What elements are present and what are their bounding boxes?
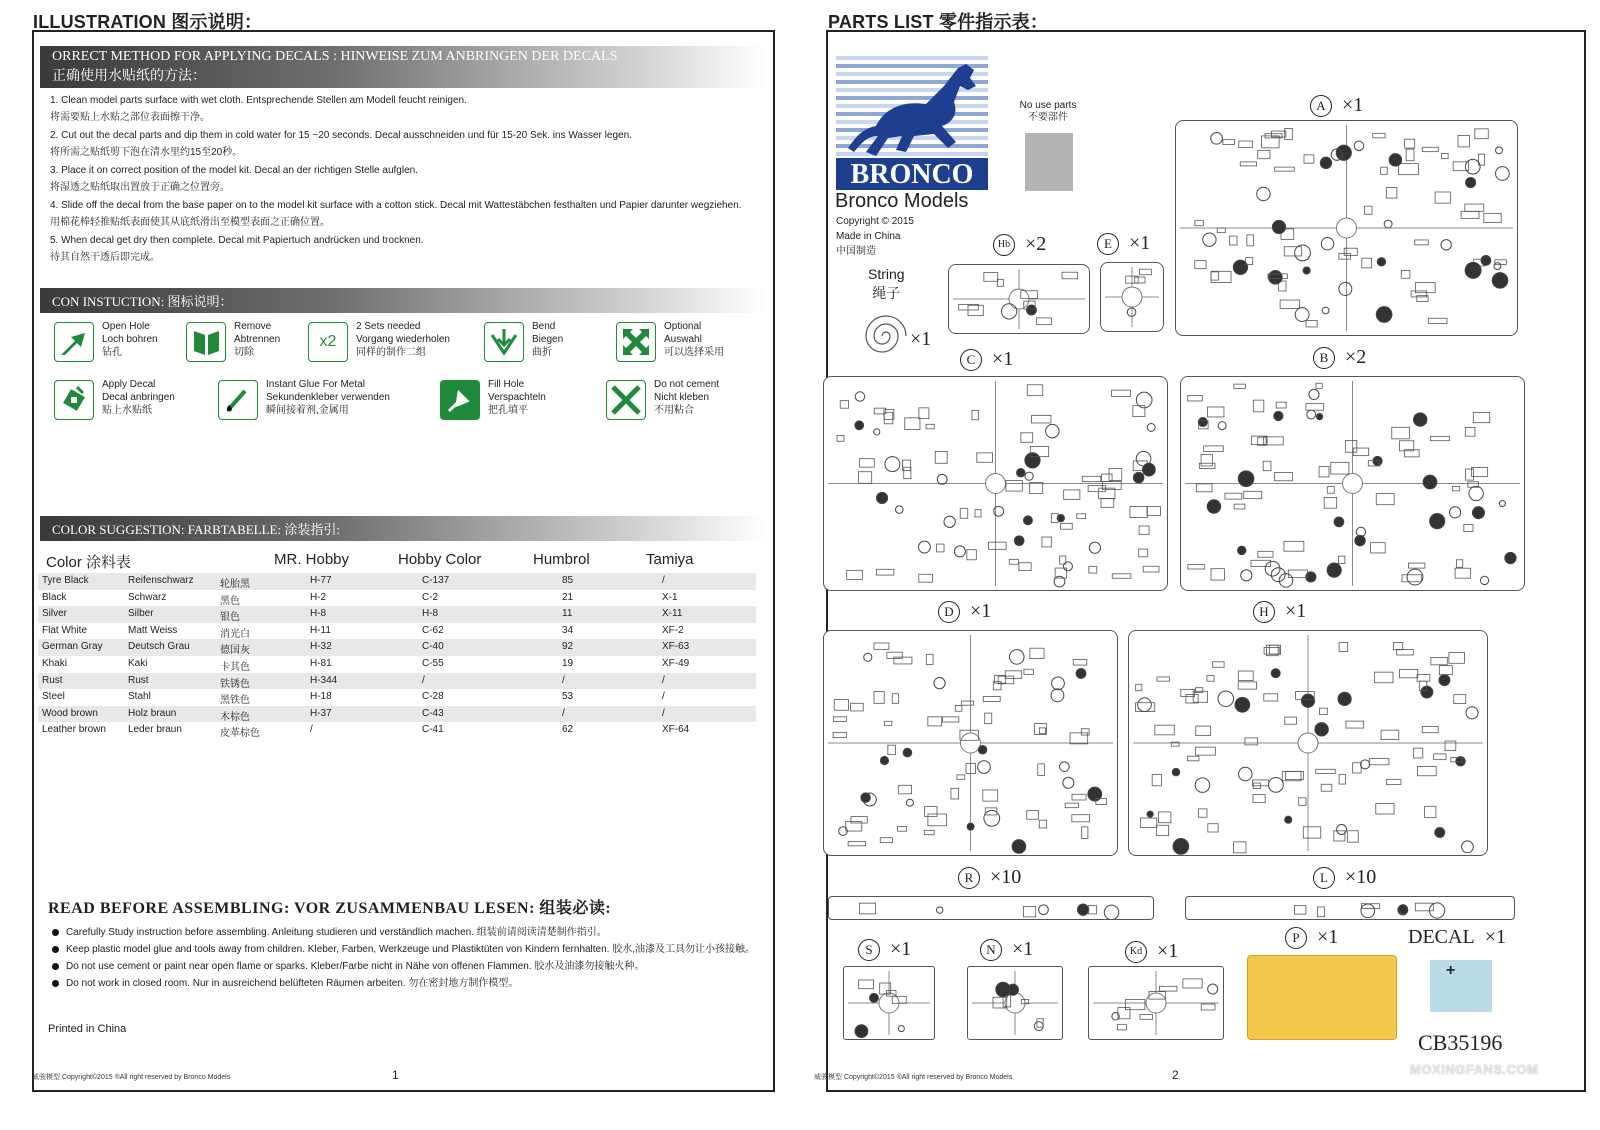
sprue-d (823, 630, 1118, 856)
no-use-parts-label: No use parts 不要部件 (1019, 100, 1077, 123)
color-table-cell: Deutsch Grau (128, 641, 190, 653)
icon-section-title: CON INSTUCTION: 图标说明： (52, 294, 233, 309)
color-table-cell: C-2 (422, 591, 439, 603)
color-table-cell: Silber (128, 608, 154, 620)
color-table-cell: Silver (42, 608, 68, 620)
sprue-a (1175, 120, 1518, 336)
color-table-cell: XF-63 (662, 641, 690, 653)
color-table-cell: / (662, 575, 665, 586)
color-table-cell: Black (42, 591, 67, 603)
sprue-n (967, 966, 1063, 1040)
color-table-row (38, 706, 756, 723)
color-table-cell: / (422, 674, 425, 686)
sprue-label-hb: Hb ×2 (993, 233, 1046, 256)
color-table-cell: Flat White (42, 624, 88, 636)
color-table-cell: H-18 (310, 691, 332, 703)
decal-step: 5. When decal get dry then complete. Decal mit Papiertuch andrücken und trocknen. 待其自然干透后即完成。 (50, 235, 424, 263)
sprue-h (1128, 630, 1488, 856)
color-table-header (38, 547, 756, 573)
color-table-cell: H-77 (310, 575, 332, 586)
bronco-logo (836, 56, 988, 190)
color-table-cell: 皮革棕色 (220, 728, 260, 740)
sprue-hb (948, 264, 1090, 334)
remove-icon (186, 322, 226, 362)
sprue-parts-drawing (1186, 897, 1514, 919)
color-table-cell: XF-2 (662, 624, 684, 636)
sprue-parts-drawing (1089, 967, 1223, 1039)
instruction-page-left (0, 0, 790, 1130)
color-table-cell: Steel (42, 691, 65, 703)
fill-hole-icon (440, 380, 480, 420)
color-table-row (38, 573, 756, 590)
color-table-cell: H-8 (422, 608, 439, 620)
color-table-row (38, 722, 756, 739)
page-heading: ILLUSTRATION 图示说明： (33, 12, 263, 32)
page-number: 1 (392, 1068, 399, 1082)
color-table-cell: Reifenschwarz (128, 575, 194, 586)
color-table-cell: H-37 (310, 707, 332, 719)
color-table-cell: 19 (562, 657, 574, 669)
color-table-cell: X-1 (662, 591, 678, 603)
color-table-cell: Rust (42, 674, 63, 686)
made-in-cn: 中国制造 (836, 246, 876, 257)
page-footer: 威骏模型 Copyright©2015 ®All right reserved by Bronco Models (814, 1074, 1013, 1081)
color-table-row (38, 689, 756, 706)
col-header-color: Color 涂料表 (46, 554, 132, 571)
color-table-cell: H-81 (310, 657, 332, 669)
icon-legend: Open Hole Loch bohren 钻孔 Remove Abtrennen 切除 x2 2 Sets needed Vorgang wiederholen 同样的制作二组 Bend Biegen 曲折 Optional Auswahl 可以选择采用 Apply Decal Decal anbringen 贴上水贴纸 Instant Glue For Metal Sekundenkleber verwenden 瞬间接着剂,金属用 Fill Hole Verspachteln 把孔填平 Do not cement Nicht kleben 不用粘合 (48, 322, 768, 432)
sprue-kd (1088, 966, 1224, 1040)
sprue-parts-drawing (1181, 377, 1524, 590)
color-table-cell: 11 (562, 608, 573, 620)
sprue-label-kd: Kd ×1 (1125, 940, 1178, 963)
sprue-parts-drawing (829, 897, 1153, 919)
page-number: 2 (1172, 1068, 1179, 1082)
page-frame (32, 30, 775, 1092)
sprue-label-e: E ×1 (1097, 232, 1150, 255)
color-table-cell: 62 (562, 724, 574, 736)
color-table-cell: H-11 (310, 624, 331, 636)
color-table-cell: Wood brown (42, 707, 98, 719)
color-table-cell: XF-49 (662, 657, 690, 669)
decal-sheet-label: DECAL ×1 (1408, 926, 1506, 948)
color-table-cell: Leather brown (42, 724, 106, 736)
color-table-row (38, 673, 756, 690)
color-table-row (38, 590, 756, 607)
x2-icon: x2 (308, 322, 348, 362)
color-table-cell: C-62 (422, 624, 444, 636)
read-before-list (50, 924, 755, 992)
sprue-label-r: R ×10 (958, 866, 1021, 889)
color-table-cell: Tyre Black (42, 575, 89, 586)
sprue-parts-drawing (1129, 631, 1487, 855)
color-table-cell: H-2 (310, 591, 327, 603)
horse-logo-icon (836, 56, 988, 190)
sprue-b (1180, 376, 1525, 591)
color-table-cell: / (562, 674, 565, 686)
color-table-cell: 银色 (220, 612, 240, 624)
color-table-cell: 85 (562, 575, 574, 586)
color-table-cell: C-41 (422, 724, 444, 736)
open-hole-icon (54, 322, 94, 362)
sprue-r (828, 896, 1154, 920)
color-table-cell: H-32 (310, 641, 332, 653)
sprue-c (823, 376, 1168, 591)
sprue-label-s: S ×1 (858, 938, 911, 961)
color-table-cell: Rust (128, 674, 149, 686)
photo-etch-fret (1247, 955, 1397, 1040)
col-header-tamiya: Tamiya (646, 551, 694, 568)
color-table-cell: 消光白 (220, 628, 250, 640)
sprue-label-l: L ×10 (1313, 866, 1376, 889)
sprue-parts-drawing (844, 967, 934, 1039)
color-table (38, 547, 756, 739)
string-qty: ×1 (910, 328, 932, 350)
sprue-label-c: C ×1 (960, 348, 1013, 371)
decal-sheet (1430, 960, 1492, 1012)
sprue-label-p: P ×1 (1285, 926, 1338, 949)
copyright: Copyright © 2015 (836, 216, 914, 227)
col-header-mr-hobby: MR. Hobby (274, 551, 350, 568)
decal-steps-list (50, 92, 770, 267)
apply-decal-icon (54, 380, 94, 420)
decal-section-title-cn: 正确使用水贴纸的方法： (52, 69, 206, 84)
color-table-cell: 卡其色 (220, 661, 250, 673)
watermark: MOXINGFANS.COM (1410, 1062, 1539, 1077)
color-table-body (38, 573, 756, 739)
color-table-cell: XF-64 (662, 724, 690, 736)
color-table-cell: 黑铁色 (220, 695, 250, 707)
no-use-swatch (1025, 133, 1073, 191)
icon-section-bar (40, 288, 767, 313)
decal-section-bar (40, 46, 767, 88)
color-table-cell: C-43 (422, 707, 444, 719)
color-table-cell: Leder braun (128, 724, 182, 736)
string-label: String 绳子 (868, 266, 905, 301)
color-table-cell: C-28 (422, 691, 444, 703)
decal-step: 4. Slide off the decal from the base paper on to the model kit surface with a cotton stick. Decal mit Wattestäbchen festhalten und Papier darunter wegziehen. 用棉花棒轻推贴纸表面使其从底纸滑出至模型表面之正确位置。 (50, 200, 742, 228)
balkenkreuz-icon: + (1446, 962, 1456, 979)
color-table-row (38, 639, 756, 656)
color-table-row (38, 656, 756, 673)
read-before-item: Keep plastic model glue and tools away from children. Kleber, Farben, Werkzeuge und Plastiktüten von Kindern fernhalten. 胶水,油漆及工具勿让小孩接触。 (50, 941, 755, 958)
color-table-cell: Holz braun (128, 707, 177, 719)
color-table-cell: Schwarz (128, 591, 167, 603)
optional-icon (616, 322, 656, 362)
decal-step: 1. Clean model parts surface with wet cloth. Entsprechende Stellen am Modell feucht reinigen. 将需要贴上水贴之部位表面擦干净。 (50, 95, 467, 123)
color-table-cell: Stahl (128, 691, 151, 703)
sprue-parts-drawing (968, 967, 1062, 1039)
color-table-cell: Khaki (42, 657, 68, 669)
color-table-cell: 德国灰 (220, 645, 250, 657)
color-table-cell: 92 (562, 641, 574, 653)
page-footer: 威骏模型 Copyright©2015 ®All right reserved by Bronco Models (32, 1074, 231, 1081)
col-header-humbrol: Humbrol (533, 551, 590, 568)
sprue-parts-drawing (824, 631, 1117, 855)
color-table-cell: 木棕色 (220, 711, 250, 723)
color-table-row (38, 606, 756, 623)
sprue-label-b: B ×2 (1313, 346, 1366, 369)
no-cement-icon (606, 380, 646, 420)
read-before-item: Do not work in closed room. Nur in ausreichend belüfteten Räumen arbeiten. 勿在密封地方制作模型。 (50, 975, 755, 992)
color-table-cell: / (662, 674, 665, 686)
read-before-title: READ BEFORE ASSEMBLING: VOR ZUSAMMENBAU LESEN: 组装必读: (48, 900, 612, 917)
color-table-cell: C-137 (422, 575, 450, 586)
kit-code: CB35196 (1418, 1030, 1503, 1055)
bend-icon (484, 322, 524, 362)
brand-meta (836, 214, 914, 259)
color-table-cell: X-11 (662, 608, 683, 620)
sprue-parts-drawing (1176, 121, 1517, 335)
sprue-parts-drawing (949, 265, 1089, 333)
sprue-parts-drawing (824, 377, 1167, 590)
glue-bottle-icon (218, 380, 258, 420)
read-before-item: Carefully Study instruction before assembling. Anleitung studieren und verständlich machen. 组装前请阅读清楚制作指引。 (50, 924, 755, 941)
color-table-cell: C-40 (422, 641, 444, 653)
decal-step: 2. Cut out the decal parts and dip them in cold water for 15 ~20 seconds. Decal ausschneiden und für 15-20 Sek. ins Wasser legen. 将所需之贴纸剪下泡在清水里约15至20秒。 (50, 130, 632, 158)
sprue-parts-drawing (1101, 263, 1163, 331)
string-coil-icon (856, 310, 916, 362)
decal-step: 3. Place it on correct position of the model kit. Decal an der richtigen Stelle aufglen. 将湿透之贴纸取出置放于正确之位置旁。 (50, 165, 418, 193)
sprue-label-d: D ×1 (938, 600, 991, 623)
color-table-cell: / (310, 724, 313, 736)
brand-wordmark: BRONCO (850, 159, 974, 190)
sprue-s (843, 966, 935, 1040)
color-table-cell: German Gray (42, 641, 103, 653)
color-table-cell: 黑色 (220, 595, 240, 607)
sprue-label-n: N ×1 (980, 938, 1033, 961)
color-table-cell: Kaki (128, 657, 148, 669)
sprue-l (1185, 896, 1515, 920)
color-table-cell: C-55 (422, 657, 444, 669)
color-table-cell: 轮胎黑 (220, 579, 250, 590)
color-table-cell: 21 (562, 591, 574, 603)
brand-name: Bronco Models (835, 190, 969, 212)
color-table-cell: / (662, 691, 665, 703)
color-table-cell: Matt Weiss (128, 624, 178, 636)
sprue-label-h: H ×1 (1253, 600, 1306, 623)
color-table-cell: 34 (562, 624, 574, 636)
color-table-cell: H-8 (310, 608, 327, 620)
made-in: Made in China (836, 231, 901, 242)
color-table-cell: 53 (562, 691, 574, 703)
sprue-e (1100, 262, 1164, 332)
color-table-row (38, 623, 756, 640)
sprue-label-a: A ×1 (1310, 94, 1363, 117)
printed-in: Printed in China (48, 1023, 127, 1035)
color-section-bar (40, 516, 767, 541)
color-table-cell: 铁锈色 (220, 678, 250, 690)
color-table-cell: / (662, 707, 665, 719)
decal-section-title: ORRECT METHOD FOR APPLYING DECALS : HINWEISE ZUM ANBRINGEN DER DECALS (52, 49, 618, 64)
color-table-cell: H-344 (310, 674, 338, 686)
color-section-title: COLOR SUGGESTION: FARBTABELLE: 涂装指引: (52, 522, 340, 537)
color-table-cell: / (562, 707, 565, 719)
col-header-hobby-color: Hobby Color (398, 551, 482, 568)
read-before-item: Do not use cement or paint near open flame or sparks. Kleber/Farbe nicht in Nähe von offenen Flammen. 胶水及油漆勿接触火种。 (50, 958, 755, 975)
page-heading: PARTS LIST 零件指示表： (828, 12, 1049, 32)
